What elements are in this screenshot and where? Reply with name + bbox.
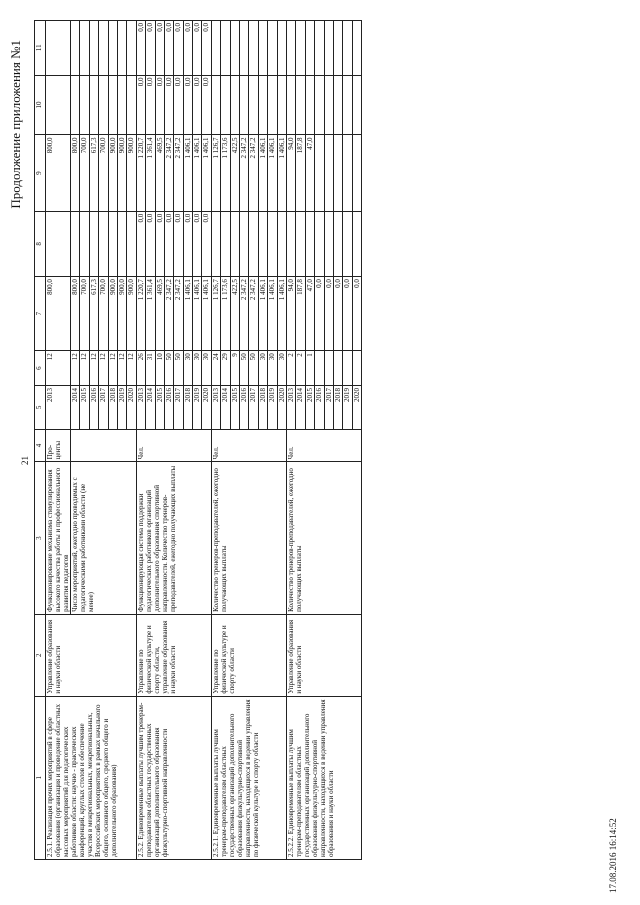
table-cell: 0,0 (136, 75, 145, 135)
table-cell (333, 211, 342, 276)
table-cell (296, 211, 305, 276)
col-header: 2 (35, 614, 46, 696)
table-cell: 31 (146, 351, 155, 386)
table-cell: 2019 (268, 386, 277, 430)
indicator-name: Функционирующая система поддержки педагогических работников организаций дополнительного образования спортивной направленности. Количество тренеров-преподавателей, ежегодно получающих выплаты (136, 462, 211, 615)
table-cell: 2 347,2 (174, 277, 183, 351)
table-cell: 12 (108, 351, 117, 386)
table-cell (343, 351, 352, 386)
table-cell (324, 135, 333, 211)
table-cell: 29 (221, 351, 230, 386)
table-cell: 30 (258, 351, 267, 386)
table-cell: 2017 (174, 386, 183, 430)
table-cell: 1 406,1 (202, 135, 211, 211)
table-cell (89, 21, 98, 76)
table-cell: 0,0 (352, 277, 361, 351)
table-cell: 0,0 (183, 21, 192, 76)
table-cell (343, 21, 352, 76)
table-cell: 0,0 (174, 75, 183, 135)
table-cell: 422,5 (230, 277, 239, 351)
table-cell: 187,8 (296, 135, 305, 211)
table-cell: 0,0 (183, 211, 192, 276)
table-cell: 2018 (258, 386, 267, 430)
table-cell: 1 (305, 351, 314, 386)
table-cell: 2 347,2 (240, 277, 249, 351)
table-cell: 30 (268, 351, 277, 386)
table-cell (352, 211, 361, 276)
table-cell: 2016 (240, 386, 249, 430)
table-cell: 2018 (183, 386, 192, 430)
program-table (34, 20, 362, 860)
indicator-name: Функционирование механизма стимулирования высокого качества работы и профессионального развития педагогов (46, 462, 71, 615)
table-cell (211, 75, 220, 135)
indicator-name: Число мероприятий, ежегодно проводимых с педагогическими работниками области (не менее) (71, 462, 137, 615)
table-cell (240, 211, 249, 276)
table-cell (315, 211, 324, 276)
table-cell (343, 211, 352, 276)
table-cell: 469,5 (155, 135, 164, 211)
table-cell: 0,0 (146, 211, 155, 276)
table-cell: 2014 (221, 386, 230, 430)
table-row (46, 21, 71, 860)
table-cell (324, 75, 333, 135)
col-header: 6 (35, 351, 46, 386)
table-cell: 1 406,1 (277, 135, 286, 211)
table-cell: 1 126,7 (211, 277, 220, 351)
table-cell (277, 211, 286, 276)
table-cell: 2020 (202, 386, 211, 430)
table-cell: 0,0 (193, 21, 202, 76)
table-cell: 0,0 (343, 277, 352, 351)
table-cell: 1 173,6 (221, 135, 230, 211)
table-cell: 0,0 (183, 75, 192, 135)
table-cell: 12 (71, 351, 80, 386)
table-cell: 700,0 (99, 135, 108, 211)
col-header: 10 (35, 75, 46, 135)
table-cell: 0,0 (164, 21, 173, 76)
table-cell (352, 351, 361, 386)
table-cell (333, 75, 342, 135)
table-cell: 2020 (352, 386, 361, 430)
table-cell (258, 75, 267, 135)
indicator-name: Количество тренеров-преподавателей, ежегодно получающих выплаты (211, 462, 286, 615)
table-cell: 30 (202, 351, 211, 386)
table-cell: 94,0 (286, 135, 295, 211)
measure-name: 2.5.2.1. Единовременные выплаты лучшим тренерам-преподавателям областных государственных организаций дополнительного образования физкультурно-спортивной направленности, находящихся в ведении управления по физической культуре и спорту области (211, 696, 286, 859)
table-cell: 2016 (89, 386, 98, 430)
table-cell: 2 (286, 351, 295, 386)
table-cell: 2017 (324, 386, 333, 430)
table-cell: 900,0 (108, 135, 117, 211)
table-cell: 1 406,1 (277, 277, 286, 351)
unit-of-measure: Чел. (211, 429, 286, 462)
table-cell (305, 211, 314, 276)
table-cell: 0,0 (174, 21, 183, 76)
table-cell (117, 21, 126, 76)
table-cell (333, 21, 342, 76)
table-cell: 800,0 (71, 135, 80, 211)
table-cell (343, 75, 352, 135)
col-header: 11 (35, 21, 46, 76)
table-cell: 900,0 (127, 135, 136, 211)
table-cell: 12 (89, 351, 98, 386)
table-cell (46, 75, 71, 135)
table-cell: 2015 (305, 386, 314, 430)
responsible-executor: Управление образования и науки области (46, 614, 137, 696)
table-cell: 30 (277, 351, 286, 386)
table-cell (277, 21, 286, 76)
table-cell: 12 (80, 351, 89, 386)
table-cell: 0,0 (155, 21, 164, 76)
table-cell (352, 21, 361, 76)
table-cell: 0,0 (146, 75, 155, 135)
table-cell (277, 75, 286, 135)
table-cell: 2016 (164, 386, 173, 430)
table-cell (268, 21, 277, 76)
table-cell: 187,8 (296, 277, 305, 351)
table-cell: 2019 (117, 386, 126, 430)
table-cell: 1 406,1 (193, 277, 202, 351)
table-cell (268, 75, 277, 135)
table-cell (221, 211, 230, 276)
table-cell: 1 406,1 (268, 277, 277, 351)
table-cell: 30 (193, 351, 202, 386)
table-cell: 94,0 (286, 277, 295, 351)
table-cell (268, 211, 277, 276)
table-cell (108, 21, 117, 76)
table-cell: 2 347,2 (164, 277, 173, 351)
table-cell: 2013 (136, 386, 145, 430)
table-cell: 2020 (127, 386, 136, 430)
table-cell: 12 (46, 351, 71, 386)
table-cell: 2 347,2 (249, 277, 258, 351)
table-cell: 12 (117, 351, 126, 386)
table-cell: 2013 (46, 386, 71, 430)
table-cell: 422,5 (230, 135, 239, 211)
table-cell: 900,0 (117, 135, 126, 211)
table-cell: 0,0 (202, 21, 211, 76)
table-cell: 1 361,4 (146, 277, 155, 351)
table-cell: 2 347,2 (240, 135, 249, 211)
continuation-title: Продолжение приложения №1 (8, 40, 23, 209)
table-cell: 2 347,2 (249, 135, 258, 211)
table-cell: 30 (183, 351, 192, 386)
col-header: 8 (35, 211, 46, 276)
page-number: 21 (20, 456, 30, 465)
table-cell (258, 21, 267, 76)
table-cell: 2013 (286, 386, 295, 430)
table-cell: 1 406,1 (268, 135, 277, 211)
table-cell (71, 21, 80, 76)
table-cell: 2017 (249, 386, 258, 430)
table-cell (127, 211, 136, 276)
table-cell: 0,0 (193, 75, 202, 135)
table-cell: 700,0 (80, 277, 89, 351)
measure-name: 2.5.1. Реализация прочих мероприятий в сфере образования (организация и проведение областных массовых мероприятий для педагогических работников области: научно - практических конференций, круглых столов и обеспечение участия в межрегиональных, межрегиональных, Всероссийских мероприятиях в рамках начального общего, основного общего, среднего общего и дополнительного образования) (46, 696, 137, 859)
table-cell: 800,0 (46, 277, 71, 351)
table-cell (211, 21, 220, 76)
table-cell: 0,0 (136, 211, 145, 276)
table-cell: 2 347,2 (164, 135, 173, 211)
col-header: 5 (35, 386, 46, 430)
col-header: 7 (35, 277, 46, 351)
table-row (136, 21, 145, 860)
table-cell (286, 211, 295, 276)
table-cell (258, 211, 267, 276)
table-cell (333, 135, 342, 211)
table-cell (296, 75, 305, 135)
table-cell: 0,0 (155, 75, 164, 135)
table-cell: 2017 (99, 386, 108, 430)
table-cell: 1 220,7 (136, 135, 145, 211)
table-cell (249, 75, 258, 135)
table-cell: 10 (155, 351, 164, 386)
table-cell: 0,0 (155, 211, 164, 276)
table-cell: 1 173,6 (221, 277, 230, 351)
table-cell (324, 211, 333, 276)
table-cell: 617,3 (89, 277, 98, 351)
table-cell: 900,0 (108, 277, 117, 351)
table-cell: 900,0 (117, 277, 126, 351)
table-cell: 2015 (155, 386, 164, 430)
table-cell (99, 75, 108, 135)
table-cell (315, 75, 324, 135)
measure-name: 2.5.2.2. Единовременные выплаты лучшим тренерам-преподавателям областных государственных организаций дополнительного образования физкультурно-спортивной направленности, находящихся в ведении управления образования и науки области (286, 696, 361, 859)
table-cell: 800,0 (71, 277, 80, 351)
table-cell (240, 21, 249, 76)
table-cell: 0,0 (333, 277, 342, 351)
table-cell (211, 211, 220, 276)
table-cell (352, 135, 361, 211)
table-cell: 0,0 (164, 75, 173, 135)
table-cell: 0,0 (174, 211, 183, 276)
table-cell (343, 135, 352, 211)
table-cell (99, 21, 108, 76)
table-cell: 700,0 (80, 135, 89, 211)
table-cell (46, 211, 71, 276)
table-cell (46, 21, 71, 76)
table-cell (127, 75, 136, 135)
unit-of-measure (71, 429, 137, 462)
table-cell: 900,0 (127, 277, 136, 351)
table-cell: 0,0 (324, 277, 333, 351)
table-cell: 0,0 (315, 277, 324, 351)
table-cell (286, 75, 295, 135)
table-cell (296, 21, 305, 76)
table-cell: 617,3 (89, 135, 98, 211)
table-cell: 12 (99, 351, 108, 386)
table-cell (286, 21, 295, 76)
unit-of-measure: Чел. (286, 429, 361, 462)
table-cell (89, 211, 98, 276)
table-cell (240, 75, 249, 135)
col-header: 9 (35, 135, 46, 211)
table-cell: 1 126,7 (211, 135, 220, 211)
table-cell: 2015 (230, 386, 239, 430)
table-cell: 700,0 (99, 277, 108, 351)
table-cell (71, 211, 80, 276)
table-cell: 9 (230, 351, 239, 386)
unit-of-measure: Чел. (136, 429, 211, 462)
table-cell: 50 (240, 351, 249, 386)
table-cell (117, 211, 126, 276)
table-cell: 2020 (277, 386, 286, 430)
table-cell: 2018 (333, 386, 342, 430)
table-cell: 1 220,7 (136, 277, 145, 351)
table-cell: 0,0 (193, 211, 202, 276)
table-cell: 47,0 (305, 277, 314, 351)
table-cell: 2018 (108, 386, 117, 430)
column-number-row (35, 21, 46, 860)
table-cell (80, 211, 89, 276)
table-cell: 1 406,1 (183, 277, 192, 351)
table-cell: 0,0 (136, 21, 145, 76)
table-cell: 2019 (193, 386, 202, 430)
table-cell (230, 75, 239, 135)
table-cell: 0,0 (202, 211, 211, 276)
table-cell: 0,0 (202, 75, 211, 135)
table-cell: 800,0 (46, 135, 71, 211)
measure-name: 2.5.2. Единовременные выплаты лучшим тренерам-преподавателям областных государственных организаций дополнительного образования физкультурно-спортивной направленности (136, 696, 211, 859)
table-cell: 24 (211, 351, 220, 386)
table-cell (127, 21, 136, 76)
table-cell: 0,0 (146, 21, 155, 76)
table-cell (71, 75, 80, 135)
table-cell: 50 (174, 351, 183, 386)
table-cell (249, 21, 258, 76)
table-cell (315, 21, 324, 76)
table-cell: 47,0 (305, 135, 314, 211)
table-cell (108, 211, 117, 276)
table-cell (108, 75, 117, 135)
table-cell (315, 135, 324, 211)
table-body (46, 21, 362, 860)
table-cell: 50 (164, 351, 173, 386)
table-row (286, 21, 295, 860)
col-header: 3 (35, 462, 46, 615)
table-cell (249, 211, 258, 276)
indicator-name: Количество тренеров-преподавателей, ежегодно получающих выплаты (286, 462, 361, 615)
table-cell: 12 (127, 351, 136, 386)
responsible-executor: Управление образования и науки области (286, 614, 361, 696)
responsible-executor: Управление по физической культуре и спорту области (211, 614, 286, 696)
table-cell: 1 406,1 (193, 135, 202, 211)
table-cell: 469,5 (155, 277, 164, 351)
table-cell: 2014 (296, 386, 305, 430)
col-header: 4 (35, 429, 46, 462)
table-cell (80, 75, 89, 135)
table-cell (324, 351, 333, 386)
table-cell: 2 (296, 351, 305, 386)
table-cell (333, 351, 342, 386)
table-cell (305, 21, 314, 76)
table-cell (89, 75, 98, 135)
table-cell (117, 75, 126, 135)
table-cell: 26 (136, 351, 145, 386)
col-header: 1 (35, 696, 46, 859)
table-cell: 2013 (211, 386, 220, 430)
responsible-executor: Управление по физической культуре и спорту области, управление образования и науки области (136, 614, 211, 696)
table-cell (99, 211, 108, 276)
table-cell: 2 347,2 (174, 135, 183, 211)
table-cell (80, 21, 89, 76)
table-cell (230, 211, 239, 276)
table-cell: 2019 (343, 386, 352, 430)
table-cell: 1 361,4 (146, 135, 155, 211)
unit-of-measure: Про-центы (46, 429, 71, 462)
table-cell: 2016 (315, 386, 324, 430)
table-cell: 1 406,1 (258, 277, 267, 351)
table-cell (315, 351, 324, 386)
table-cell (221, 75, 230, 135)
table-cell (352, 75, 361, 135)
table-cell: 2014 (71, 386, 80, 430)
table-cell: 1 406,1 (202, 277, 211, 351)
table-cell: 1 406,1 (258, 135, 267, 211)
print-timestamp: 17.08.2016 16:14:52 (608, 818, 618, 893)
table-cell: 1 406,1 (183, 135, 192, 211)
table-cell: 0,0 (164, 211, 173, 276)
table-cell (221, 21, 230, 76)
table-cell: 2014 (146, 386, 155, 430)
table-cell (324, 21, 333, 76)
table-cell: 2015 (80, 386, 89, 430)
table-cell (305, 75, 314, 135)
table-row (211, 21, 220, 860)
table-cell (230, 21, 239, 76)
table-cell: 50 (249, 351, 258, 386)
